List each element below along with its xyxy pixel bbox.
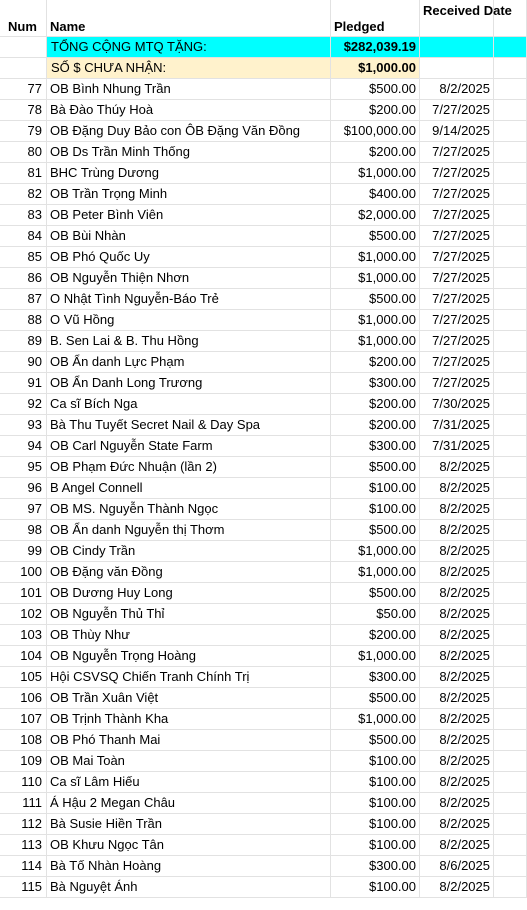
row-name-cell[interactable]: Hội CSVSQ Chiến Tranh Chính Trị bbox=[47, 667, 331, 688]
row-pledged-cell[interactable]: $300.00 bbox=[331, 856, 420, 877]
row-date-cell[interactable]: 8/2/2025 bbox=[420, 79, 494, 100]
row-num-cell[interactable]: 91 bbox=[0, 373, 47, 394]
row-date-cell[interactable]: 7/27/2025 bbox=[420, 373, 494, 394]
row-num-cell[interactable]: 93 bbox=[0, 415, 47, 436]
row-date-cell[interactable]: 8/2/2025 bbox=[420, 625, 494, 646]
row-date-cell[interactable]: 9/14/2025 bbox=[420, 121, 494, 142]
row-pledged-cell[interactable]: $300.00 bbox=[331, 436, 420, 457]
row-name-cell[interactable]: OB Trần Xuân Việt bbox=[47, 688, 331, 709]
row-extra-cell[interactable] bbox=[494, 688, 527, 709]
total-num-cell[interactable] bbox=[0, 37, 47, 58]
row-extra-cell[interactable] bbox=[494, 121, 527, 142]
row-pledged-cell[interactable]: $200.00 bbox=[331, 142, 420, 163]
row-pledged-cell[interactable]: $500.00 bbox=[331, 289, 420, 310]
row-pledged-cell[interactable]: $1,000.00 bbox=[331, 541, 420, 562]
row-extra-cell[interactable] bbox=[494, 646, 527, 667]
row-num-cell[interactable]: 82 bbox=[0, 184, 47, 205]
row-num-cell[interactable]: 87 bbox=[0, 289, 47, 310]
row-pledged-cell[interactable]: $1,000.00 bbox=[331, 268, 420, 289]
header-empty-cell[interactable] bbox=[494, 0, 527, 37]
row-date-cell[interactable]: 8/2/2025 bbox=[420, 793, 494, 814]
total-value[interactable]: $282,039.19 bbox=[331, 37, 420, 58]
row-extra-cell[interactable] bbox=[494, 478, 527, 499]
row-extra-cell[interactable] bbox=[494, 772, 527, 793]
row-pledged-cell[interactable]: $300.00 bbox=[331, 373, 420, 394]
row-pledged-cell[interactable]: $200.00 bbox=[331, 394, 420, 415]
row-name-cell[interactable]: OB Phó Quốc Uy bbox=[47, 247, 331, 268]
row-name-cell[interactable]: B Angel Connell bbox=[47, 478, 331, 499]
pending-value[interactable]: $1,000.00 bbox=[331, 58, 420, 79]
row-pledged-cell[interactable]: $100.00 bbox=[331, 793, 420, 814]
row-pledged-cell[interactable]: $1,000.00 bbox=[331, 331, 420, 352]
row-extra-cell[interactable] bbox=[494, 394, 527, 415]
row-pledged-cell[interactable]: $200.00 bbox=[331, 625, 420, 646]
row-date-cell[interactable]: 8/2/2025 bbox=[420, 646, 494, 667]
row-pledged-cell[interactable]: $500.00 bbox=[331, 226, 420, 247]
row-date-cell[interactable]: 7/27/2025 bbox=[420, 184, 494, 205]
row-date-cell[interactable]: 8/2/2025 bbox=[420, 835, 494, 856]
row-extra-cell[interactable] bbox=[494, 541, 527, 562]
row-extra-cell[interactable] bbox=[494, 142, 527, 163]
row-date-cell[interactable]: 7/31/2025 bbox=[420, 415, 494, 436]
row-extra-cell[interactable] bbox=[494, 268, 527, 289]
row-extra-cell[interactable] bbox=[494, 751, 527, 772]
row-date-cell[interactable]: 8/2/2025 bbox=[420, 520, 494, 541]
row-name-cell[interactable]: OB Ẩn Danh Long Trương bbox=[47, 373, 331, 394]
row-extra-cell[interactable] bbox=[494, 730, 527, 751]
row-pledged-cell[interactable]: $100.00 bbox=[331, 772, 420, 793]
row-num-cell[interactable]: 110 bbox=[0, 772, 47, 793]
row-pledged-cell[interactable]: $1,000.00 bbox=[331, 709, 420, 730]
row-extra-cell[interactable] bbox=[494, 709, 527, 730]
row-name-cell[interactable]: OB Ẩn danh Nguyễn thị Thơm bbox=[47, 520, 331, 541]
row-num-cell[interactable]: 96 bbox=[0, 478, 47, 499]
row-pledged-cell[interactable]: $50.00 bbox=[331, 604, 420, 625]
row-num-cell[interactable]: 88 bbox=[0, 310, 47, 331]
row-num-cell[interactable]: 99 bbox=[0, 541, 47, 562]
row-date-cell[interactable]: 7/27/2025 bbox=[420, 247, 494, 268]
row-extra-cell[interactable] bbox=[494, 562, 527, 583]
row-name-cell[interactable]: OB Mai Toàn bbox=[47, 751, 331, 772]
row-num-cell[interactable]: 107 bbox=[0, 709, 47, 730]
row-num-cell[interactable]: 85 bbox=[0, 247, 47, 268]
row-extra-cell[interactable] bbox=[494, 457, 527, 478]
row-extra-cell[interactable] bbox=[494, 310, 527, 331]
pending-date-cell[interactable] bbox=[420, 58, 494, 79]
row-date-cell[interactable]: 8/2/2025 bbox=[420, 688, 494, 709]
row-pledged-cell[interactable]: $100.00 bbox=[331, 499, 420, 520]
row-name-cell[interactable]: OB Thùy Như bbox=[47, 625, 331, 646]
row-num-cell[interactable]: 102 bbox=[0, 604, 47, 625]
row-extra-cell[interactable] bbox=[494, 247, 527, 268]
row-date-cell[interactable]: 7/31/2025 bbox=[420, 436, 494, 457]
row-num-cell[interactable]: 89 bbox=[0, 331, 47, 352]
row-extra-cell[interactable] bbox=[494, 289, 527, 310]
row-extra-cell[interactable] bbox=[494, 415, 527, 436]
row-num-cell[interactable]: 101 bbox=[0, 583, 47, 604]
row-pledged-cell[interactable]: $200.00 bbox=[331, 352, 420, 373]
row-extra-cell[interactable] bbox=[494, 436, 527, 457]
row-date-cell[interactable]: 8/2/2025 bbox=[420, 772, 494, 793]
row-name-cell[interactable]: OB Peter Bình Viên bbox=[47, 205, 331, 226]
row-date-cell[interactable]: 8/2/2025 bbox=[420, 751, 494, 772]
row-pledged-cell[interactable]: $500.00 bbox=[331, 730, 420, 751]
row-date-cell[interactable]: 8/2/2025 bbox=[420, 457, 494, 478]
row-date-cell[interactable]: 7/27/2025 bbox=[420, 205, 494, 226]
row-name-cell[interactable]: Bà Nguyệt Ánh bbox=[47, 877, 331, 898]
row-name-cell[interactable]: OB Trần Trọng Minh bbox=[47, 184, 331, 205]
row-num-cell[interactable]: 77 bbox=[0, 79, 47, 100]
row-date-cell[interactable]: 7/27/2025 bbox=[420, 331, 494, 352]
row-num-cell[interactable]: 79 bbox=[0, 121, 47, 142]
row-num-cell[interactable]: 106 bbox=[0, 688, 47, 709]
row-num-cell[interactable]: 90 bbox=[0, 352, 47, 373]
row-extra-cell[interactable] bbox=[494, 499, 527, 520]
row-date-cell[interactable]: 8/2/2025 bbox=[420, 814, 494, 835]
row-num-cell[interactable]: 92 bbox=[0, 394, 47, 415]
row-date-cell[interactable]: 7/27/2025 bbox=[420, 100, 494, 121]
row-num-cell[interactable]: 81 bbox=[0, 163, 47, 184]
row-name-cell[interactable]: OB Dương Huy Long bbox=[47, 583, 331, 604]
row-date-cell[interactable]: 7/30/2025 bbox=[420, 394, 494, 415]
row-name-cell[interactable]: OB Phó Thanh Mai bbox=[47, 730, 331, 751]
row-name-cell[interactable]: OB MS. Nguyễn Thành Ngọc bbox=[47, 499, 331, 520]
row-pledged-cell[interactable]: $100.00 bbox=[331, 877, 420, 898]
row-extra-cell[interactable] bbox=[494, 184, 527, 205]
row-date-cell[interactable]: 7/27/2025 bbox=[420, 226, 494, 247]
row-num-cell[interactable]: 98 bbox=[0, 520, 47, 541]
row-extra-cell[interactable] bbox=[494, 835, 527, 856]
row-extra-cell[interactable] bbox=[494, 856, 527, 877]
row-date-cell[interactable]: 7/27/2025 bbox=[420, 163, 494, 184]
header-name[interactable]: Name bbox=[47, 0, 331, 37]
total-label[interactable]: TỔNG CỘNG MTQ TẶNG: bbox=[47, 37, 331, 58]
row-extra-cell[interactable] bbox=[494, 583, 527, 604]
row-date-cell[interactable]: 8/2/2025 bbox=[420, 709, 494, 730]
row-extra-cell[interactable] bbox=[494, 814, 527, 835]
total-extra-cell[interactable] bbox=[494, 37, 527, 58]
header-received-date[interactable]: Received Date bbox=[420, 0, 494, 37]
row-num-cell[interactable]: 109 bbox=[0, 751, 47, 772]
row-name-cell[interactable]: OB Khưu Ngọc Tân bbox=[47, 835, 331, 856]
pending-extra-cell[interactable] bbox=[494, 58, 527, 79]
row-num-cell[interactable]: 104 bbox=[0, 646, 47, 667]
row-date-cell[interactable]: 8/2/2025 bbox=[420, 499, 494, 520]
row-date-cell[interactable]: 8/2/2025 bbox=[420, 604, 494, 625]
pending-num-cell[interactable] bbox=[0, 58, 47, 79]
row-name-cell[interactable]: OB Bình Nhung Trần bbox=[47, 79, 331, 100]
row-name-cell[interactable]: OB Ẩn danh Lực Phạm bbox=[47, 352, 331, 373]
row-num-cell[interactable]: 100 bbox=[0, 562, 47, 583]
row-date-cell[interactable]: 7/27/2025 bbox=[420, 310, 494, 331]
row-name-cell[interactable]: OB Đặng văn Đồng bbox=[47, 562, 331, 583]
row-num-cell[interactable]: 103 bbox=[0, 625, 47, 646]
row-pledged-cell[interactable]: $2,000.00 bbox=[331, 205, 420, 226]
row-num-cell[interactable]: 115 bbox=[0, 877, 47, 898]
header-num[interactable]: Num bbox=[0, 0, 47, 37]
row-pledged-cell[interactable]: $100.00 bbox=[331, 751, 420, 772]
row-extra-cell[interactable] bbox=[494, 625, 527, 646]
row-name-cell[interactable]: OB Nguyễn Thiện Nhơn bbox=[47, 268, 331, 289]
row-num-cell[interactable]: 105 bbox=[0, 667, 47, 688]
row-name-cell[interactable]: O Vũ Hồng bbox=[47, 310, 331, 331]
row-name-cell[interactable]: Bà Susie Hiền Trần bbox=[47, 814, 331, 835]
row-num-cell[interactable]: 83 bbox=[0, 205, 47, 226]
row-num-cell[interactable]: 97 bbox=[0, 499, 47, 520]
row-num-cell[interactable]: 78 bbox=[0, 100, 47, 121]
row-pledged-cell[interactable]: $500.00 bbox=[331, 583, 420, 604]
row-num-cell[interactable]: 84 bbox=[0, 226, 47, 247]
row-extra-cell[interactable] bbox=[494, 352, 527, 373]
row-pledged-cell[interactable]: $500.00 bbox=[331, 79, 420, 100]
row-date-cell[interactable]: 8/2/2025 bbox=[420, 562, 494, 583]
row-extra-cell[interactable] bbox=[494, 100, 527, 121]
row-date-cell[interactable]: 8/2/2025 bbox=[420, 583, 494, 604]
row-name-cell[interactable]: OB Nguyễn Trọng Hoàng bbox=[47, 646, 331, 667]
row-name-cell[interactable]: OB Bùi Nhàn bbox=[47, 226, 331, 247]
row-extra-cell[interactable] bbox=[494, 877, 527, 898]
row-num-cell[interactable]: 94 bbox=[0, 436, 47, 457]
row-extra-cell[interactable] bbox=[494, 793, 527, 814]
row-name-cell[interactable]: Bà Thu Tuyết Secret Nail & Day Spa bbox=[47, 415, 331, 436]
row-num-cell[interactable]: 113 bbox=[0, 835, 47, 856]
row-date-cell[interactable]: 8/2/2025 bbox=[420, 541, 494, 562]
row-name-cell[interactable]: B. Sen Lai & B. Thu Hồng bbox=[47, 331, 331, 352]
row-pledged-cell[interactable]: $1,000.00 bbox=[331, 163, 420, 184]
row-name-cell[interactable]: OB Trịnh Thành Kha bbox=[47, 709, 331, 730]
row-name-cell[interactable]: OB Phạm Đức Nhuận (lần 2) bbox=[47, 457, 331, 478]
row-date-cell[interactable]: 8/2/2025 bbox=[420, 730, 494, 751]
row-name-cell[interactable]: Ca sĩ Lâm Hiếu bbox=[47, 772, 331, 793]
row-pledged-cell[interactable]: $1,000.00 bbox=[331, 247, 420, 268]
row-num-cell[interactable]: 95 bbox=[0, 457, 47, 478]
row-date-cell[interactable]: 8/6/2025 bbox=[420, 856, 494, 877]
row-extra-cell[interactable] bbox=[494, 373, 527, 394]
row-name-cell[interactable]: OB Carl Nguyễn State Farm bbox=[47, 436, 331, 457]
row-pledged-cell[interactable]: $100.00 bbox=[331, 478, 420, 499]
row-name-cell[interactable]: BHC Trùng Dương bbox=[47, 163, 331, 184]
row-pledged-cell[interactable]: $1,000.00 bbox=[331, 562, 420, 583]
row-pledged-cell[interactable]: $400.00 bbox=[331, 184, 420, 205]
row-date-cell[interactable]: 8/2/2025 bbox=[420, 877, 494, 898]
row-date-cell[interactable]: 7/27/2025 bbox=[420, 289, 494, 310]
row-extra-cell[interactable] bbox=[494, 79, 527, 100]
row-extra-cell[interactable] bbox=[494, 604, 527, 625]
row-date-cell[interactable]: 8/2/2025 bbox=[420, 478, 494, 499]
row-extra-cell[interactable] bbox=[494, 331, 527, 352]
row-name-cell[interactable]: OB Cindy Trần bbox=[47, 541, 331, 562]
row-pledged-cell[interactable]: $200.00 bbox=[331, 415, 420, 436]
header-pledged[interactable]: Pledged bbox=[331, 0, 420, 37]
row-name-cell[interactable]: Bà Đào Thúy Hoà bbox=[47, 100, 331, 121]
row-date-cell[interactable]: 7/27/2025 bbox=[420, 268, 494, 289]
row-date-cell[interactable]: 7/27/2025 bbox=[420, 142, 494, 163]
row-extra-cell[interactable] bbox=[494, 163, 527, 184]
row-pledged-cell[interactable]: $100.00 bbox=[331, 835, 420, 856]
row-num-cell[interactable]: 80 bbox=[0, 142, 47, 163]
pending-label[interactable]: SỐ $ CHƯA NHẬN: bbox=[47, 58, 331, 79]
row-num-cell[interactable]: 108 bbox=[0, 730, 47, 751]
row-extra-cell[interactable] bbox=[494, 205, 527, 226]
row-pledged-cell[interactable]: $500.00 bbox=[331, 520, 420, 541]
row-num-cell[interactable]: 114 bbox=[0, 856, 47, 877]
row-pledged-cell[interactable]: $1,000.00 bbox=[331, 646, 420, 667]
row-pledged-cell[interactable]: $300.00 bbox=[331, 667, 420, 688]
row-extra-cell[interactable] bbox=[494, 226, 527, 247]
row-name-cell[interactable]: O Nhật Tình Nguyễn-Báo Trẻ bbox=[47, 289, 331, 310]
row-pledged-cell[interactable]: $200.00 bbox=[331, 100, 420, 121]
row-name-cell[interactable]: OB Nguyễn Thủ Thỉ bbox=[47, 604, 331, 625]
row-pledged-cell[interactable]: $100,000.00 bbox=[331, 121, 420, 142]
row-pledged-cell[interactable]: $500.00 bbox=[331, 688, 420, 709]
row-pledged-cell[interactable]: $100.00 bbox=[331, 814, 420, 835]
row-name-cell[interactable]: OB Ds Trần Minh Thống bbox=[47, 142, 331, 163]
total-date-cell[interactable] bbox=[420, 37, 494, 58]
row-extra-cell[interactable] bbox=[494, 520, 527, 541]
row-pledged-cell[interactable]: $1,000.00 bbox=[331, 310, 420, 331]
row-num-cell[interactable]: 111 bbox=[0, 793, 47, 814]
row-num-cell[interactable]: 86 bbox=[0, 268, 47, 289]
row-date-cell[interactable]: 7/27/2025 bbox=[420, 352, 494, 373]
row-name-cell[interactable]: OB Đặng Duy Bảo con ÔB Đặng Văn Đồng bbox=[47, 121, 331, 142]
row-extra-cell[interactable] bbox=[494, 667, 527, 688]
row-pledged-cell[interactable]: $500.00 bbox=[331, 457, 420, 478]
row-name-cell[interactable]: Bà Tố Nhàn Hoàng bbox=[47, 856, 331, 877]
row-num-cell[interactable]: 112 bbox=[0, 814, 47, 835]
row-name-cell[interactable]: Á Hậu 2 Megan Châu bbox=[47, 793, 331, 814]
row-name-cell[interactable]: Ca sĩ Bích Nga bbox=[47, 394, 331, 415]
row-date-cell[interactable]: 8/2/2025 bbox=[420, 667, 494, 688]
